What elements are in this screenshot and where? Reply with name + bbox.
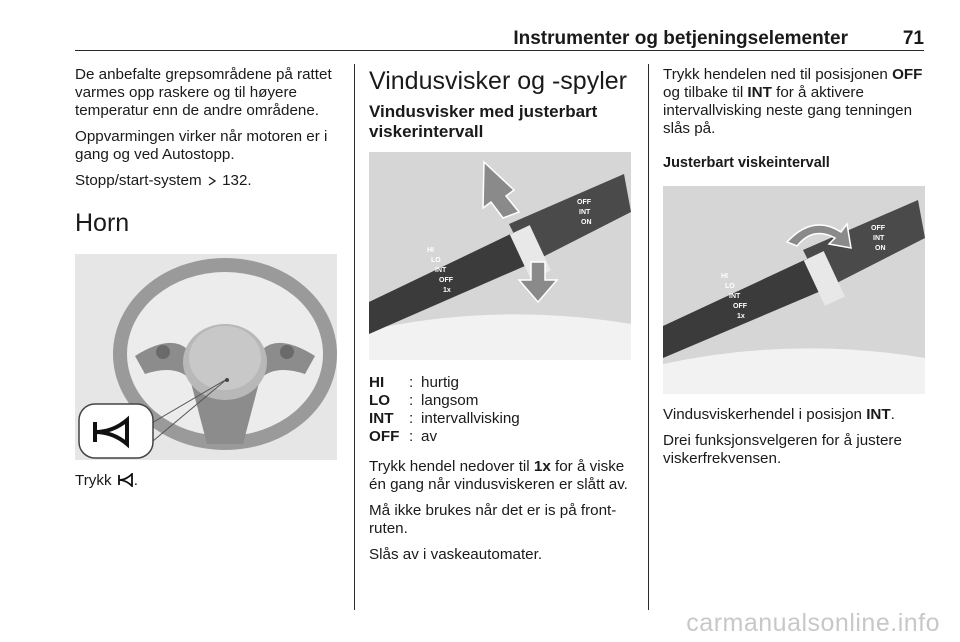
- page-number: 71: [902, 28, 924, 49]
- paragraph-single-wipe: Trykk hendel nedover til 1x for å viske én gang når vindusviskeren er slått av.: [369, 458, 628, 493]
- wiper-heading: Vindusvisker og -spyler: [369, 67, 627, 95]
- rear-label-int: INT: [579, 209, 591, 216]
- stalk-label-off: OFF: [733, 303, 747, 310]
- legend-term: OFF: [369, 428, 400, 445]
- legend-sep: :: [409, 410, 414, 427]
- stalk-label-lo: LO: [431, 257, 441, 264]
- rear-label-on: ON: [581, 219, 592, 226]
- wiper-subheading: Vindusvisker med justerbart viskerintervall: [369, 102, 598, 141]
- stalk-label-hi: HI: [427, 247, 434, 254]
- legend-row: [369, 392, 633, 410]
- legend-row: [369, 374, 633, 392]
- wiper-stalk-figure: [369, 152, 631, 360]
- interval-stalk-figure: [663, 186, 925, 394]
- paragraph-car-wash: Slås av i vaskeautomater.: [369, 546, 543, 563]
- column-divider-1: [354, 64, 355, 610]
- legend-sep: :: [409, 374, 414, 391]
- steering-wheel-figure: [75, 254, 337, 460]
- legend-row: [369, 428, 633, 446]
- paragraph-activate-interval: Trykk hendelen ned til posisjonen OFF og tilbake til INT for å aktivere intervallvisking neste gang tenningen slås på.: [663, 66, 923, 137]
- section-title: Instrumenter og betjeningselementer: [513, 28, 848, 49]
- paragraph-heated-grip: De anbefalte grepsområdene på rattet varmes opp raskere og til høyere temperatur enn de andre områdene.: [75, 66, 332, 119]
- rear-label-int: INT: [873, 235, 885, 242]
- column-1: [75, 66, 337, 498]
- column-3: [663, 66, 929, 476]
- stalk-label-int: INT: [435, 267, 447, 274]
- horn-caption-text: Trykk: [75, 472, 112, 489]
- rear-label-off: OFF: [577, 199, 591, 206]
- watermark: carmanualsonline.info: [686, 609, 940, 637]
- interval-caption: Vindusviskerhendel i posisjon INT.: [663, 406, 895, 423]
- horn-heading: Horn: [75, 209, 130, 237]
- rear-label-off: OFF: [871, 225, 885, 232]
- legend-desc: hurtig: [421, 374, 459, 391]
- horn-caption: Trykk .: [75, 472, 139, 489]
- paragraph-adjust-frequency: Drei funksjonsvelgeren for å justere viskerfrekvensen.: [663, 432, 902, 467]
- page-header: [75, 26, 924, 51]
- legend-term: INT: [369, 410, 394, 427]
- interval-heading: Justerbart viskeintervall: [663, 155, 830, 171]
- rear-label-on: ON: [875, 245, 886, 252]
- interval-stalk-illustration: [663, 186, 925, 394]
- legend-sep: :: [409, 392, 414, 409]
- legend-term: LO: [369, 392, 391, 409]
- paragraph-heating-conditions: Oppvarmingen virker når motoren er i gang og ved Autostopp.: [75, 128, 328, 163]
- column-2: [369, 66, 633, 572]
- stalk-label-off: OFF: [439, 277, 453, 284]
- stalk-label-int: INT: [729, 293, 741, 300]
- paragraph-ice-warning: Må ikke brukes når det er is på frontruten.: [369, 502, 617, 537]
- page-ref-arrow-icon: [208, 176, 216, 186]
- wiper-legend: [369, 374, 633, 446]
- legend-desc: langsom: [421, 392, 479, 409]
- legend-sep: :: [409, 428, 414, 445]
- legend-term: HI: [369, 374, 385, 391]
- legend-desc: intervallvisking: [421, 410, 520, 427]
- stalk-label-lo: LO: [725, 283, 735, 290]
- steering-wheel-illustration: [75, 254, 337, 460]
- stalk-label-hi: HI: [721, 273, 728, 280]
- ref-text: Stopp/start-system: [75, 172, 202, 189]
- legend-desc: av: [421, 428, 438, 445]
- stalk-label-1x: 1x: [443, 287, 451, 294]
- legend-row: [369, 410, 633, 428]
- ref-page-link[interactable]: 132.: [222, 172, 252, 189]
- stalk-label-1x: 1x: [737, 313, 745, 320]
- wiper-stalk-illustration: [369, 152, 631, 360]
- horn-icon: [118, 473, 134, 487]
- column-divider-2: [648, 64, 649, 610]
- paragraph-stop-start-ref: [75, 172, 337, 190]
